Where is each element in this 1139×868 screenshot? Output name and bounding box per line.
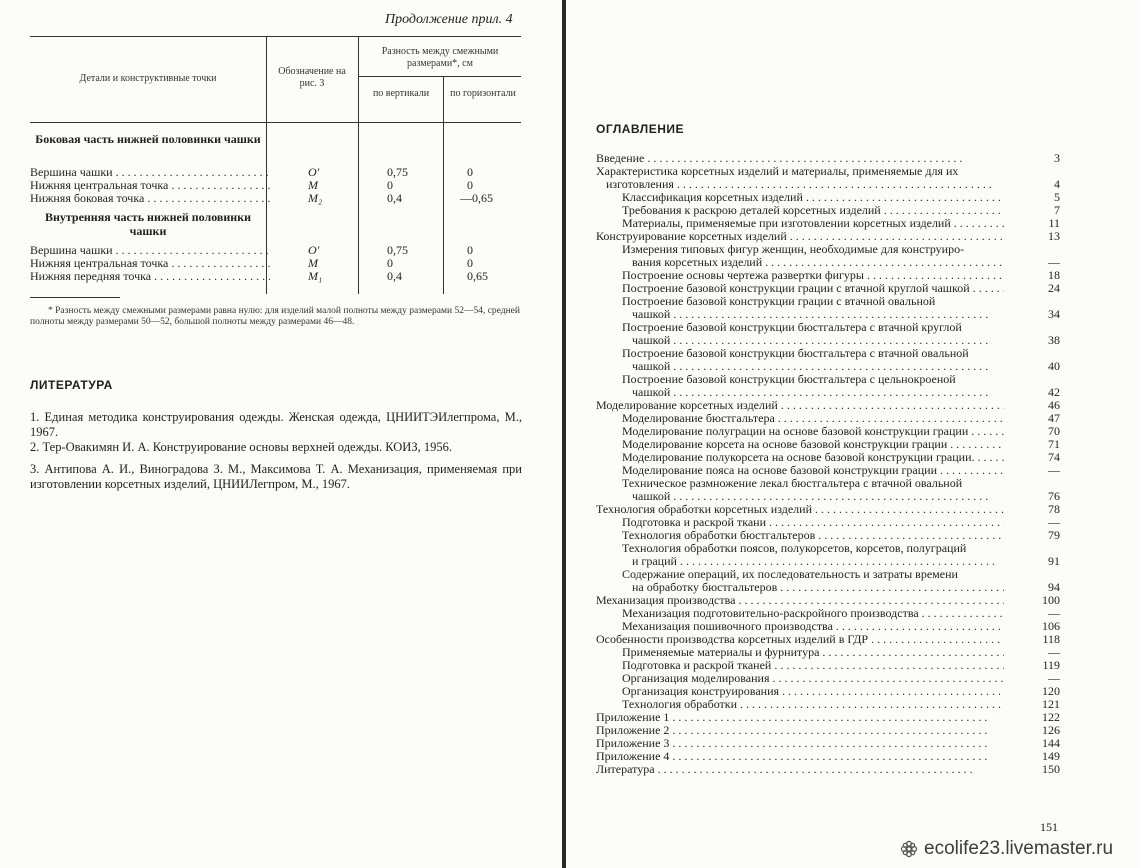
toc-entry-page: 46 [1048, 398, 1060, 412]
literature-item: 1. Единая методика конструирования одежды. Женская одежда, ЦНИИТЭИлегпрома, М., 1967. [30, 410, 522, 439]
table-top-rule [30, 36, 521, 37]
section-title: Боковая часть нижней половинки чашки [35, 132, 261, 146]
header-parts: Детали и конструктивные точки [79, 73, 217, 84]
toc-entry-text: Механизация пошивочного производства . . . [622, 620, 1004, 633]
toc-entry-text: Конструирование корсетных изделий . . . [596, 230, 1004, 243]
toc-entry-text: Моделирование бюстгальтера . . . [622, 412, 1004, 425]
toc-entry-text: Организация конструирования . . . [622, 685, 1004, 698]
row-symbol: M₁ [308, 269, 323, 283]
toc-entry-text: чашкой . . . [632, 360, 1004, 373]
toc-entry-text: Технология обработки поясов, полукорсетов, корсетов, полуграций [622, 542, 967, 555]
toc-entry-text: Особенности производства корсетных изделий в ГДР . . . [596, 633, 1004, 646]
toc-entry-text: Приложение 4 . . . [596, 750, 1004, 763]
toc-entry-text: Подготовка и раскрой ткани . . . [622, 516, 1004, 529]
toc-entry-page: 94 [1048, 580, 1060, 594]
row-symbol: M [308, 178, 318, 192]
row-horizontal: 0 [467, 165, 473, 179]
toc-entry-page: 34 [1048, 307, 1060, 321]
toc-entry-page: 7 [1054, 203, 1060, 217]
header-horizontal: по горизонтали [450, 88, 516, 99]
table-col-rule-3 [443, 76, 444, 294]
toc-entry-text: Литература . . . [596, 763, 1004, 776]
watermark-text: ecolife23.livemaster.ru [924, 838, 1114, 859]
toc-entry-page: — [1048, 463, 1060, 477]
toc-entry-text: Технология обработки бюстгальтеров . . . [622, 529, 1004, 542]
toc-entry-text: Приложение 3 . . . [596, 737, 1004, 750]
toc-entry-text: Техническое размножение лекал бюстгальтера с втачной овальной [622, 477, 963, 490]
row-label: Нижняя боковая точка . . . [30, 191, 270, 205]
toc-entry-page: — [1048, 645, 1060, 659]
row-label: Нижняя центральная точка . . . [30, 178, 270, 192]
toc-heading: ОГЛАВЛЕНИЕ [596, 122, 685, 136]
toc-entry-text: Моделирование корсетных изделий . . . [596, 399, 1004, 412]
toc-entry-text: Подготовка и раскрой тканей . . . [622, 659, 1004, 672]
toc-entry-text: Характеристика корсетных изделий и материалы, применяемые для их [596, 165, 959, 178]
toc-entry-text: чашкой . . . [632, 490, 1004, 503]
toc-entry-page: 11 [1048, 216, 1060, 230]
header-designation: Обозначение на рис. 3 [278, 66, 346, 89]
row-label: Вершина чашки . . . [30, 243, 270, 257]
toc-entry-page: — [1048, 255, 1060, 269]
toc-entry-page: 18 [1048, 268, 1060, 282]
table-col-rule-2 [358, 36, 359, 294]
row-vertical: 0 [387, 178, 393, 192]
toc-entry-text: Механизация подготовительно-раскройного производства . . . [622, 607, 1004, 620]
toc-entry-page: 120 [1042, 684, 1060, 698]
section-title: Внутренняя часть нижней половинки чашки [44, 210, 252, 238]
table-header-bottom-rule [30, 122, 521, 123]
toc-entry-page: 40 [1048, 359, 1060, 373]
footnote-rule [30, 297, 120, 298]
toc-entry-text: Моделирование корсета на основе базовой конструкции грации . . . [622, 438, 1004, 451]
toc-entry-page: 150 [1042, 762, 1060, 776]
toc-entry-text: Содержание операций, их последовательность и затраты времени [622, 568, 958, 581]
toc-entry-text: Построение базовой конструкции бюстгальтера с втачной круглой [622, 321, 962, 334]
toc-entry-page: 126 [1042, 723, 1060, 737]
toc-entry-page: 76 [1048, 489, 1060, 503]
toc-entry-page: — [1048, 515, 1060, 529]
toc-entry-page: 121 [1042, 697, 1060, 711]
toc-entry-page: 4 [1054, 177, 1060, 191]
toc-entry-page: 118 [1042, 632, 1060, 646]
row-horizontal: 0 [467, 243, 473, 257]
toc-entry-page: 122 [1042, 710, 1060, 724]
toc-entry-text: Технология обработки корсетных изделий . . . [596, 503, 1004, 516]
toc-entry-text: Измерения типовых фигур женщин, необходимые для конструиро- [622, 243, 965, 256]
toc-entry-page: 106 [1042, 619, 1060, 633]
row-horizontal: 0 [467, 178, 473, 192]
header-difference: Разность между смежными размерами*, см [381, 46, 499, 69]
literature-item: 2. Тер-Овакимян И. А. Конструирование основы верхней одежды. КОИЗ, 1956. [30, 440, 452, 454]
toc-entry-page: 71 [1048, 437, 1060, 451]
toc-entry-text: Построение базовой конструкции бюстгальтера с цельнокроеной [622, 373, 956, 386]
row-label: Нижняя центральная точка . . . [30, 256, 270, 270]
toc-entry-text: Организация моделирования . . . [622, 672, 1004, 685]
toc-entry-text: Построение базовой конструкции грации с втачной овальной [622, 295, 936, 308]
row-horizontal: —0,65 [460, 191, 493, 205]
toc-entry-text: Введение . . . [596, 152, 1004, 165]
toc-entry-page: 144 [1042, 736, 1060, 750]
toc-entry-text: Требования к раскрою деталей корсетных изделий . . . [622, 204, 1004, 217]
toc-entry-page: 70 [1048, 424, 1060, 438]
continuation-header: Продолжение прил. 4 [385, 12, 513, 27]
toc-entry-page: 149 [1042, 749, 1060, 763]
row-vertical: 0,4 [387, 269, 402, 283]
row-vertical: 0,75 [387, 165, 408, 179]
toc-entry-page: 5 [1054, 190, 1060, 204]
row-label: Нижняя передняя точка . . . [30, 269, 270, 283]
toc-entry-text: чашкой . . . [632, 308, 1004, 321]
toc-entry-text: Моделирование пояса на основе базовой конструкции грации . . . [622, 464, 1004, 477]
toc-entry-page: 38 [1048, 333, 1060, 347]
toc-entry-text: чашкой . . . [632, 334, 1004, 347]
toc-entry-text: Построение основы чертежа развертки фигуры . . . [622, 269, 1004, 282]
table-of-contents [596, 151, 1060, 812]
toc-entry-page: 119 [1042, 658, 1060, 672]
row-label: Вершина чашки . . . [30, 165, 270, 179]
toc-entry-text: вания корсетных изделий . . . [632, 256, 1004, 269]
row-vertical: 0,75 [387, 243, 408, 257]
toc-entry-text: изготовления . . . [606, 178, 1004, 191]
toc-entry-text: Технология обработки . . . [622, 698, 1004, 711]
toc-entry-page: 91 [1048, 554, 1060, 568]
toc-entry-text: и граций . . . [632, 555, 1004, 568]
toc-entry-page: 78 [1048, 502, 1060, 516]
row-symbol: M [308, 256, 318, 270]
toc-entry-page: 100 [1042, 593, 1060, 607]
row-vertical: 0 [387, 256, 393, 270]
toc-entry-page: 42 [1048, 385, 1060, 399]
toc-entry-text: чашкой . . . [632, 386, 1004, 399]
toc-entry-text: Моделирование полуграции на основе базовой конструкции грации . . . [622, 425, 1004, 438]
toc-entry-page: 74 [1048, 450, 1060, 464]
toc-entry-page: — [1048, 671, 1060, 685]
toc-entry-page: 24 [1048, 281, 1060, 295]
row-horizontal: 0 [467, 256, 473, 270]
toc-entry-text: на обработку бюстгальтеров . . . [632, 581, 1004, 594]
toc-entry-page: 47 [1048, 411, 1060, 425]
row-symbol: O′ [308, 165, 320, 179]
table-subheader-rule [358, 76, 521, 77]
toc-entry-text: Применяемые материалы и фурнитура . . . [622, 646, 1004, 659]
toc-entry-text: Построение базовой конструкции грации с втачной круглой чашкой . . . [622, 282, 1004, 295]
row-symbol: M₂ [308, 191, 323, 205]
watermark [900, 838, 1113, 860]
row-horizontal: 0,65 [467, 269, 488, 283]
toc-entry-text: Механизация производства . . . [596, 594, 1004, 607]
toc-entry-page: — [1048, 606, 1060, 620]
header-vertical: по вертикали [372, 88, 430, 99]
toc-entry-text: Материалы, применяемые при изготовлении корсетных изделий . . . [622, 217, 1004, 230]
literature-item: 3. Антипова А. И., Виноградова З. М., Максимова Т. А. Механизация, применяемая при изготовлении корсетных изделий, ЦНИИЛегпром, М., 1967. [30, 462, 522, 491]
flower-logo-icon [900, 840, 918, 858]
row-vertical: 0,4 [387, 191, 402, 205]
row-symbol: O′ [308, 243, 320, 257]
literature-heading: ЛИТЕРАТУРА [30, 378, 113, 392]
toc-entry-page: 79 [1048, 528, 1060, 542]
toc-entry-text: Построение базовой конструкции бюстгальтера с втачной овальной [622, 347, 969, 360]
page-number: 151 [1040, 820, 1058, 834]
table-footnote: * Разность между смежными размерами равна нулю: для изделий малой полноты между размерами 52—54, средней полноты между размерами 50—52, большой полноты между размерами 46—48. [30, 306, 520, 327]
toc-entry-text: Классификация корсетных изделий . . . [622, 191, 1004, 204]
toc-entry-text: Приложение 2 . . . [596, 724, 1004, 737]
toc-entry-page: 13 [1048, 229, 1060, 243]
toc-entry-text: Моделирование полукорсета на основе базовой конструкции грации. . . . [622, 451, 1004, 464]
toc-entry-text: Приложение 1 . . . [596, 711, 1004, 724]
toc-entry-page: 3 [1054, 151, 1060, 165]
